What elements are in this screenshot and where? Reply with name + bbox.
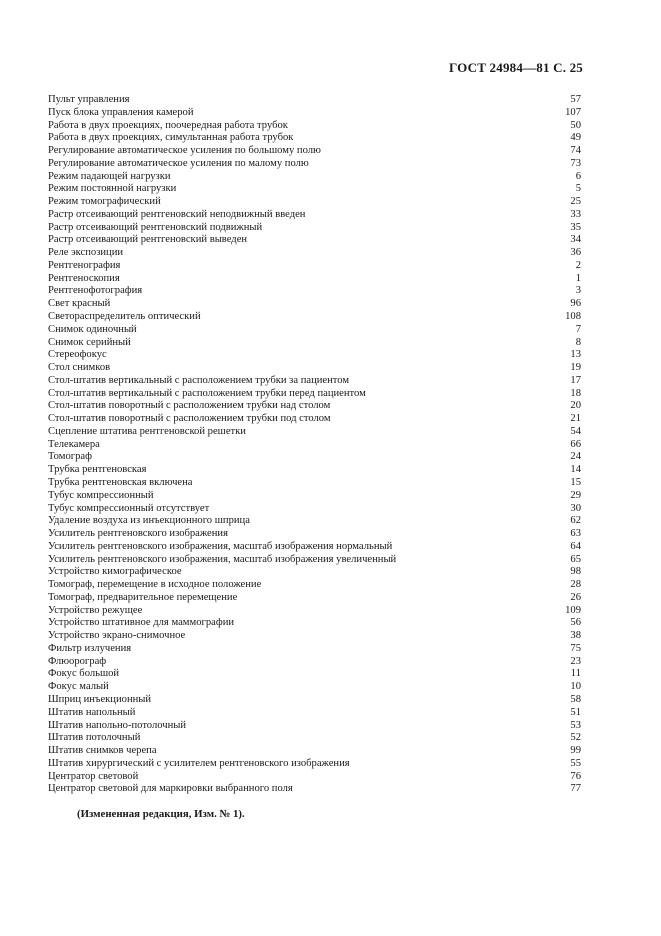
entry-term: Штатив снимков черепа bbox=[48, 745, 157, 757]
entry-code: 65 bbox=[570, 553, 581, 565]
entry-code: 73 bbox=[570, 157, 581, 169]
entry-term: Устройство штативное для маммографии bbox=[48, 617, 235, 629]
entry-code: 18 bbox=[570, 387, 581, 399]
entry-code: 13 bbox=[570, 349, 581, 361]
entry-term: Рентгеноскопия bbox=[48, 272, 120, 284]
entry-code: 26 bbox=[570, 591, 581, 603]
index-entry bbox=[48, 260, 581, 273]
entry-term: Устройство режущее bbox=[48, 604, 143, 616]
index-entry bbox=[48, 515, 581, 528]
entry-term: Тубус компрессионный отсутствует bbox=[48, 502, 210, 514]
index-entry bbox=[48, 771, 581, 784]
entry-code: 15 bbox=[570, 476, 581, 488]
entry-code: 98 bbox=[570, 566, 581, 578]
entry-term: Регулирование автоматическое усиления по малому полю bbox=[48, 157, 309, 169]
index-entry bbox=[48, 732, 581, 745]
entry-code: 76 bbox=[570, 770, 581, 782]
index-list bbox=[48, 94, 581, 796]
entry-code: 7 bbox=[575, 323, 581, 335]
entry-code: 66 bbox=[570, 438, 581, 450]
index-entry bbox=[48, 758, 581, 771]
entry-term: Флюорограф bbox=[48, 655, 107, 667]
entry-code: 1 bbox=[575, 272, 581, 284]
entry-term: Работа в двух проекциях, поочередная работа трубок bbox=[48, 119, 288, 131]
index-entry bbox=[48, 617, 581, 630]
entry-term: Режим постоянной нагрузки bbox=[48, 183, 177, 195]
entry-code: 19 bbox=[570, 362, 581, 374]
page-header: ГОСТ 24984—81 С. 25 bbox=[449, 60, 583, 75]
entry-code: 5 bbox=[575, 183, 581, 195]
entry-term: Томограф, перемещение в исходное положение bbox=[48, 579, 262, 591]
index-entry bbox=[48, 349, 581, 362]
index-entry bbox=[48, 783, 581, 796]
index-entry bbox=[48, 503, 581, 516]
index-entry bbox=[48, 554, 581, 567]
entry-code: 56 bbox=[570, 617, 581, 629]
index-entry bbox=[48, 298, 581, 311]
entry-code: 28 bbox=[570, 579, 581, 591]
entry-term: Устройство кимографическое bbox=[48, 566, 182, 578]
index-entry bbox=[48, 451, 581, 464]
entry-term: Снимок серийный bbox=[48, 336, 131, 348]
index-entry bbox=[48, 668, 581, 681]
entry-term: Растр отсеивающий рентгеновский выведен bbox=[48, 234, 248, 246]
entry-term: Трубка рентгеновская включена bbox=[48, 476, 193, 488]
entry-code: 99 bbox=[570, 745, 581, 757]
entry-term: Удаление воздуха из инъекционного шприца bbox=[48, 515, 250, 527]
index-entry bbox=[48, 222, 581, 235]
index-entry bbox=[48, 694, 581, 707]
index-entry bbox=[48, 311, 581, 324]
entry-code: 21 bbox=[570, 413, 581, 425]
entry-term: Трубка рентгеновская bbox=[48, 464, 147, 476]
entry-term: Стол-штатив поворотный с расположением трубки под столом bbox=[48, 413, 331, 425]
index-entry bbox=[48, 388, 581, 401]
entry-code: 77 bbox=[570, 783, 581, 795]
entry-code: 62 bbox=[570, 515, 581, 527]
index-entry bbox=[48, 566, 581, 579]
entry-code: 34 bbox=[570, 234, 581, 246]
entry-code: 3 bbox=[575, 285, 581, 297]
entry-code: 108 bbox=[565, 311, 581, 323]
entry-term: Рентгенография bbox=[48, 259, 121, 271]
index-entry bbox=[48, 439, 581, 452]
entry-code: 20 bbox=[570, 400, 581, 412]
index-entry bbox=[48, 209, 581, 222]
index-entry bbox=[48, 720, 581, 733]
index-entry bbox=[48, 196, 581, 209]
entry-term: Пульт управления bbox=[48, 94, 130, 105]
index-entry bbox=[48, 247, 581, 260]
index-entry bbox=[48, 605, 581, 618]
entry-term: Шприц инъекционный bbox=[48, 693, 152, 705]
index-entry bbox=[48, 158, 581, 171]
entry-code: 29 bbox=[570, 489, 581, 501]
entry-term: Центратор световой bbox=[48, 770, 139, 782]
entry-term: Пуск блока управления камерой bbox=[48, 106, 194, 118]
index-entry bbox=[48, 324, 581, 337]
entry-code: 64 bbox=[570, 540, 581, 552]
index-entry bbox=[48, 362, 581, 375]
entry-code: 11 bbox=[570, 668, 581, 680]
index-entry bbox=[48, 273, 581, 286]
amendment-note: (Измененная редакция, Изм. № 1). bbox=[77, 808, 245, 820]
index-entry bbox=[48, 630, 581, 643]
index-entry bbox=[48, 681, 581, 694]
index-entry bbox=[48, 234, 581, 247]
entry-term: Томограф bbox=[48, 451, 92, 463]
index-entry bbox=[48, 579, 581, 592]
entry-term: Светораспределитель оптический bbox=[48, 311, 201, 323]
entry-code: 8 bbox=[575, 336, 581, 348]
entry-code: 25 bbox=[570, 196, 581, 208]
entry-code: 54 bbox=[570, 425, 581, 437]
entry-code: 38 bbox=[570, 630, 581, 642]
entry-term: Работа в двух проекциях, симультанная работа трубок bbox=[48, 132, 294, 144]
entry-code: 52 bbox=[570, 732, 581, 744]
entry-code: 53 bbox=[570, 719, 581, 731]
entry-term: Штатив напольный bbox=[48, 706, 136, 718]
entry-term: Растр отсеивающий рентгеновский неподвижный введен bbox=[48, 208, 306, 220]
index-entry bbox=[48, 171, 581, 184]
entry-term: Стол-штатив вертикальный с расположением трубки за пациентом bbox=[48, 374, 350, 386]
index-entry bbox=[48, 413, 581, 426]
entry-code: 17 bbox=[570, 374, 581, 386]
index-entry bbox=[48, 107, 581, 120]
index-entry bbox=[48, 426, 581, 439]
index-entry bbox=[48, 477, 581, 490]
entry-code: 24 bbox=[570, 451, 581, 463]
entry-code: 75 bbox=[570, 642, 581, 654]
index-entry bbox=[48, 337, 581, 350]
entry-term: Сцепление штатива рентгеновской решетки bbox=[48, 425, 246, 437]
entry-term: Усилитель рентгеновского изображения, масштаб изображения нормальный bbox=[48, 540, 393, 552]
index-entry bbox=[48, 656, 581, 669]
entry-term: Режим томографический bbox=[48, 196, 161, 208]
entry-term: Усилитель рентгеновского изображения, масштаб изображения увеличенный bbox=[48, 553, 397, 565]
index-entry bbox=[48, 490, 581, 503]
index-entry bbox=[48, 592, 581, 605]
entry-code: 6 bbox=[575, 170, 581, 182]
entry-term: Стереофокус bbox=[48, 349, 107, 361]
entry-term: Рентгенофотография bbox=[48, 285, 143, 297]
index-entry bbox=[48, 541, 581, 554]
entry-term: Телекамера bbox=[48, 438, 100, 450]
index-entry bbox=[48, 183, 581, 196]
entry-term: Центратор световой для маркировки выбранного поля bbox=[48, 783, 293, 795]
entry-code: 55 bbox=[570, 757, 581, 769]
entry-term: Стол-штатив поворотный с расположением трубки над столом bbox=[48, 400, 331, 412]
entry-term: Свет красный bbox=[48, 298, 111, 310]
entry-code: 23 bbox=[570, 655, 581, 667]
entry-term: Снимок одиночный bbox=[48, 323, 137, 335]
index-entry bbox=[48, 464, 581, 477]
entry-code: 49 bbox=[570, 132, 581, 144]
entry-term: Режим падающей нагрузки bbox=[48, 170, 171, 182]
index-entry bbox=[48, 707, 581, 720]
entry-term: Стол-штатив вертикальный с расположением трубки перед пациентом bbox=[48, 387, 366, 399]
entry-code: 35 bbox=[570, 221, 581, 233]
entry-code: 107 bbox=[565, 106, 581, 118]
index-entry bbox=[48, 285, 581, 298]
entry-term: Реле экспозиции bbox=[48, 247, 124, 259]
entry-code: 30 bbox=[570, 502, 581, 514]
entry-term: Тубус компрессионный bbox=[48, 489, 154, 501]
entry-code: 36 bbox=[570, 247, 581, 259]
entry-code: 51 bbox=[570, 706, 581, 718]
index-entry bbox=[48, 120, 581, 133]
index-entry bbox=[48, 145, 581, 158]
entry-code: 57 bbox=[570, 94, 581, 105]
entry-term: Штатив хирургический с усилителем рентгеновского изображения bbox=[48, 757, 350, 769]
index-entry bbox=[48, 528, 581, 541]
entry-term: Стол снимков bbox=[48, 362, 111, 374]
entry-code: 74 bbox=[570, 145, 581, 157]
entry-code: 10 bbox=[570, 681, 581, 693]
index-entry bbox=[48, 745, 581, 758]
entry-code: 96 bbox=[570, 298, 581, 310]
index-entry bbox=[48, 400, 581, 413]
entry-term: Растр отсеивающий рентгеновский подвижный bbox=[48, 221, 263, 233]
entry-term: Фокус большой bbox=[48, 668, 120, 680]
entry-code: 58 bbox=[570, 693, 581, 705]
entry-term: Фокус малый bbox=[48, 681, 109, 693]
entry-term: Усилитель рентгеновского изображения bbox=[48, 528, 228, 540]
entry-term: Штатив потолочный bbox=[48, 732, 141, 744]
entry-code: 63 bbox=[570, 528, 581, 540]
entry-term: Устройство экрано-снимочное bbox=[48, 630, 186, 642]
entry-term: Томограф, предварительное перемещение bbox=[48, 591, 238, 603]
entry-term: Регулирование автоматическое усиления по большому полю bbox=[48, 145, 321, 157]
entry-term: Фильтр излучения bbox=[48, 642, 132, 654]
entry-code: 50 bbox=[570, 119, 581, 131]
entry-code: 14 bbox=[570, 464, 581, 476]
index-entry bbox=[48, 94, 581, 107]
entry-code: 2 bbox=[575, 259, 581, 271]
index-entry bbox=[48, 375, 581, 388]
entry-code: 33 bbox=[570, 208, 581, 220]
index-entry bbox=[48, 132, 581, 145]
index-entry bbox=[48, 643, 581, 656]
entry-term: Штатив напольно-потолочный bbox=[48, 719, 187, 731]
entry-code: 109 bbox=[565, 604, 581, 616]
